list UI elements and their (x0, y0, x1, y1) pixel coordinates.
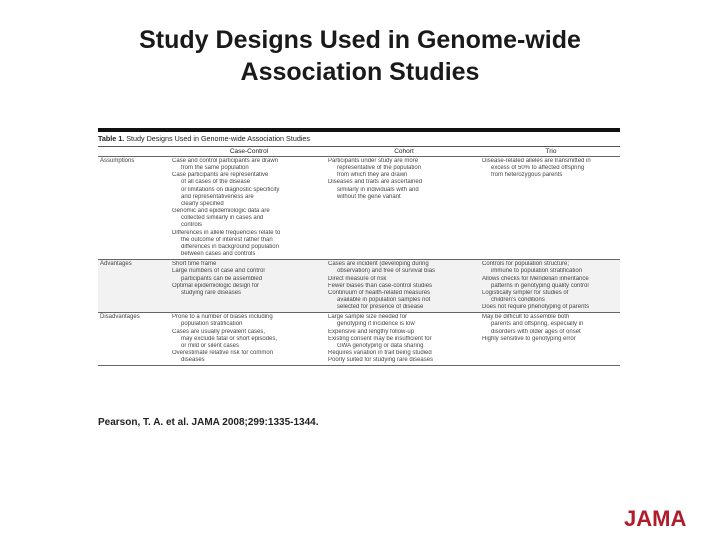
cell-line: disorders with older ages of onset (491, 328, 581, 335)
cell-line: studying rare diseases (181, 289, 242, 296)
cell-line: Case participants are representative (172, 172, 269, 179)
cell-line: May be difficult to assemble both (482, 314, 570, 321)
cell-line: of all cases of the disease (181, 179, 251, 186)
cell-line: Logistically simpler for studies of (482, 289, 569, 296)
cell-line: Cases are usually prevalent cases, (172, 328, 266, 335)
table-cell (480, 158, 620, 258)
cell-line: without the gene variant (337, 193, 401, 200)
table-cell (480, 261, 620, 311)
cell-line: parents and offspring, especially in (491, 321, 584, 328)
cell-line: Large sample size needed for (328, 314, 408, 321)
header-cohort: Cohort (394, 148, 414, 155)
cell-line: Existing consent may be insufficient for (328, 335, 432, 342)
cell-line: clearly specified (181, 200, 224, 207)
cell-line: Poorly suited for studying rare diseases (328, 357, 434, 364)
table-caption-label: Table 1. (98, 134, 125, 143)
cell-line: representative of the population (337, 165, 422, 172)
row-label: Advantages (100, 261, 132, 268)
cell-line: Short time frame (172, 261, 217, 268)
slide-title (60, 24, 660, 88)
cell-line: may exclude fatal or short episodes, (181, 335, 278, 342)
jama-logo: JAMA (624, 506, 687, 531)
cell-line: patterns in genotyping quality control (491, 282, 589, 289)
table-cell (326, 261, 480, 311)
header-empty (98, 147, 170, 156)
cell-line: selected for presence of disease (337, 304, 424, 311)
cell-line: Fewer biases than case-control studies (328, 282, 433, 289)
cell-line: Does not require phenotyping of parents (482, 304, 590, 311)
cell-line: available in population samples not (337, 296, 431, 303)
cell-line: Differences in allele frequencies relate to (172, 229, 281, 236)
cell-line: or mild or silent cases (181, 342, 240, 349)
cell-line: Genomic and epidemiologic data are (172, 208, 270, 215)
table-cell (326, 158, 480, 258)
cell-line: Direct measure of risk (328, 275, 387, 282)
table-caption-text: Study Designs Used in Genome-wide Association Studies (126, 134, 311, 143)
cell-line: immune to population stratification (491, 268, 583, 275)
cell-line: participants can be assembled (181, 275, 263, 282)
table-cell (170, 261, 326, 311)
table-cell (170, 158, 326, 258)
cell-line: Cases are incident (developing during (328, 261, 429, 268)
header-trio: Trio (545, 148, 557, 155)
citation: Pearson, T. A. et al. JAMA 2008;299:1335-1344. (98, 417, 319, 428)
cell-line: between cases and controls (181, 251, 256, 258)
cell-line: Controls for population structure; (482, 261, 570, 268)
table-caption (98, 132, 620, 146)
cell-line: Optimal epidemiologic design for (172, 282, 260, 289)
cell-line: or limitations on diagnostic specificity (181, 186, 280, 193)
table-cell (480, 314, 620, 364)
cell-line: Overestimate relative risk for common (172, 350, 274, 357)
cell-line: differences in background population (181, 243, 279, 250)
cell-line: observation) and free of survival bias (337, 268, 436, 275)
table-cell (326, 314, 480, 364)
cell-line: collected similarly in cases and (181, 215, 264, 222)
cell-line: Large numbers of case and control (172, 268, 265, 275)
cell-line: Continuum of health-related measures (328, 289, 431, 296)
cell-line: Participants under study are more (328, 158, 419, 164)
cell-line: population stratification (181, 321, 243, 328)
cell-line: similarly in individuals with and (337, 186, 419, 193)
cell-line: Disease-related alleles are transmitted in (482, 158, 591, 164)
table-row-disadvantages (98, 312, 620, 365)
row-label: Assumptions (100, 158, 135, 164)
table-body (98, 156, 620, 365)
cell-line: children's conditions (491, 296, 545, 303)
cell-line: excess of 50% to affected offspring (491, 165, 585, 172)
cell-line: Diseases and traits are ascertained (328, 179, 423, 186)
cell-line: Prone to a number of biases including (172, 314, 273, 321)
cell-line: and representativeness are (181, 193, 254, 200)
title-line-1: Study Designs Used in Genome-wide (139, 26, 581, 54)
table-bottom-rule (98, 365, 620, 366)
cell-line: Allows checks for Mendelian inheritance (482, 275, 589, 282)
study-designs-table (98, 128, 620, 366)
table-row-assumptions (98, 156, 620, 259)
cell-line: controls (181, 222, 203, 229)
cell-line: from heterozygous parents (491, 172, 563, 179)
title-line-2: Association Studies (240, 58, 480, 86)
row-label: Disadvantages (100, 314, 140, 321)
cell-line: from which they are drawn (337, 172, 408, 179)
cell-line: GWA genotyping or data sharing (337, 342, 424, 349)
cell-line: Case and control participants are drawn (172, 158, 279, 164)
cell-line: diseases (181, 357, 205, 364)
table-cell (170, 314, 326, 364)
cell-line: from the same population (181, 165, 249, 172)
table-row-advantages (98, 259, 620, 312)
cell-line: genotyping if incidence is low (337, 321, 415, 328)
cell-line: Highly sensitive to genotyping error (482, 335, 576, 342)
header-case-control: Case-Control (229, 148, 269, 155)
cell-line: Requires variation in trait being studied (328, 350, 432, 357)
table-header-row (98, 147, 620, 156)
cell-line: the outcome of interest rather than (181, 236, 273, 243)
cell-line: Expensive and lengthy follow-up (328, 328, 415, 335)
